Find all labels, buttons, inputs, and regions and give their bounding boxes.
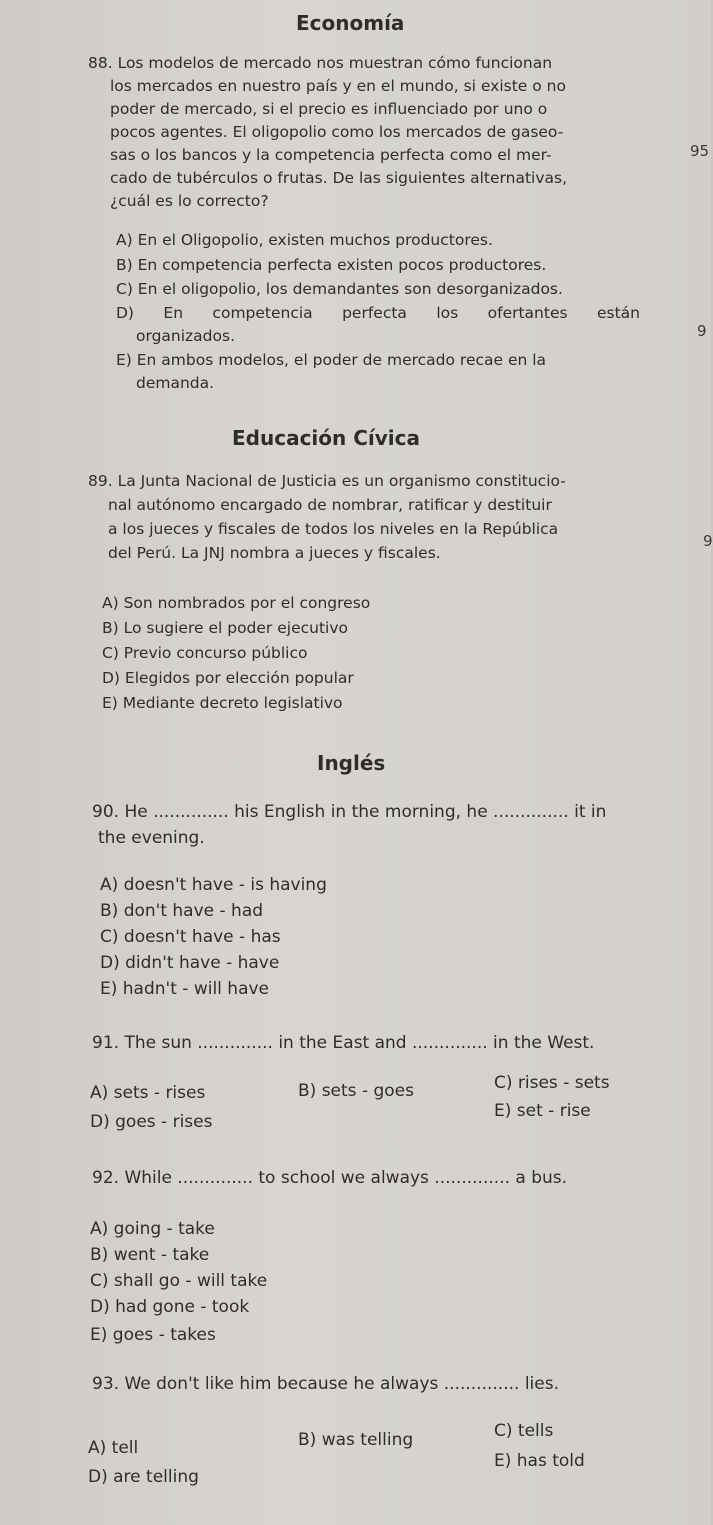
q88-line: poder de mercado, si el precio es influenciado por uno o [110,100,548,118]
q89-line: del Perú. La JNJ nombra a jueces y fiscales. [108,544,441,562]
q88-option-c[interactable]: C) En el oligopolio, los demandantes son desorganizados. [116,280,563,298]
section-title-economia: Economía [296,11,405,35]
q91-option-d[interactable]: D) goes - rises [90,1112,213,1132]
q89-option-d[interactable]: D) Elegidos por elección popular [102,669,354,687]
q92-option-a[interactable]: A) going - take [90,1219,215,1239]
margin-page-number: 9 [697,322,707,340]
q88-option-d[interactable]: D) En competencia perfecta los ofertantes están [116,304,640,322]
q91-stem: 91. The sun .............. in the East and .............. in the West. [92,1033,595,1053]
q88-line: ¿cuál es lo correcto? [110,192,269,210]
section-title-civica: Educación Cívica [232,426,420,450]
q88-option-d-cont: organizados. [136,327,236,345]
q90-option-d[interactable]: D) didn't have - have [100,953,280,973]
q89-option-c[interactable]: C) Previo concurso público [102,644,308,662]
q92-option-b[interactable]: B) went - take [90,1245,210,1265]
q92-stem: 92. While .............. to school we always .............. a bus. [92,1168,568,1188]
q89-option-b[interactable]: B) Lo sugiere el poder ejecutivo [102,619,348,637]
q93-option-b[interactable]: B) was telling [298,1430,414,1450]
q90-option-e[interactable]: E) hadn't - will have [100,979,270,999]
q88-line: sas o los bancos y la competencia perfecta como el mer- [110,146,552,164]
q92-option-c[interactable]: C) shall go - will take [90,1271,268,1291]
q93-option-c[interactable]: C) tells [494,1421,554,1441]
q89-line: nal autónomo encargado de nombrar, ratificar y destituir [108,496,552,514]
q88-option-e[interactable]: E) En ambos modelos, el poder de mercado recae en la [116,351,547,369]
q91-option-c[interactable]: C) rises - sets [494,1073,610,1093]
q90-stem: 90. He .............. his English in the morning, he .............. it in [92,802,607,822]
q88-option-a[interactable]: A) En el Oligopolio, existen muchos productores. [116,231,493,249]
q93-option-a[interactable]: A) tell [88,1438,139,1458]
q89-option-e[interactable]: E) Mediante decreto legislativo [102,694,343,712]
q88-line: cado de tubérculos o frutas. De las siguientes alternativas, [110,169,568,187]
margin-page-number: 9 [703,532,713,550]
q90-stem-cont: the evening. [98,828,205,848]
q88-line: 88. Los modelos de mercado nos muestran cómo funcionan [88,54,553,72]
q88-option-e-cont: demanda. [136,374,215,392]
q93-stem: 93. We don't like him because he always .............. lies. [92,1374,559,1394]
section-title-ingles: Inglés [317,751,386,775]
q91-option-b[interactable]: B) sets - goes [298,1081,414,1101]
q89-option-a[interactable]: A) Son nombrados por el congreso [102,594,371,612]
q92-option-d[interactable]: D) had gone - took [90,1297,250,1317]
margin-page-number: 95 [690,142,710,160]
q93-option-d[interactable]: D) are telling [88,1467,199,1487]
q89-line: 89. La Junta Nacional de Justicia es un organismo constitucio- [88,472,566,490]
q91-option-a[interactable]: A) sets - rises [90,1083,206,1103]
q89-line: a los jueces y fiscales de todos los niveles en la República [108,520,559,538]
q91-option-e[interactable]: E) set - rise [494,1101,591,1121]
q90-option-a[interactable]: A) doesn't have - is having [100,875,327,895]
q90-option-b[interactable]: B) don't have - had [100,901,264,921]
q93-option-e[interactable]: E) has told [494,1451,585,1471]
q88-option-b[interactable]: B) En competencia perfecta existen pocos productores. [116,256,547,274]
q88-line: los mercados en nuestro país y en el mundo, si existe o no [110,77,566,95]
q92-option-e[interactable]: E) goes - takes [90,1325,216,1345]
q90-option-c[interactable]: C) doesn't have - has [100,927,281,947]
q88-line: pocos agentes. El oligopolio como los mercados de gaseo- [110,123,564,141]
